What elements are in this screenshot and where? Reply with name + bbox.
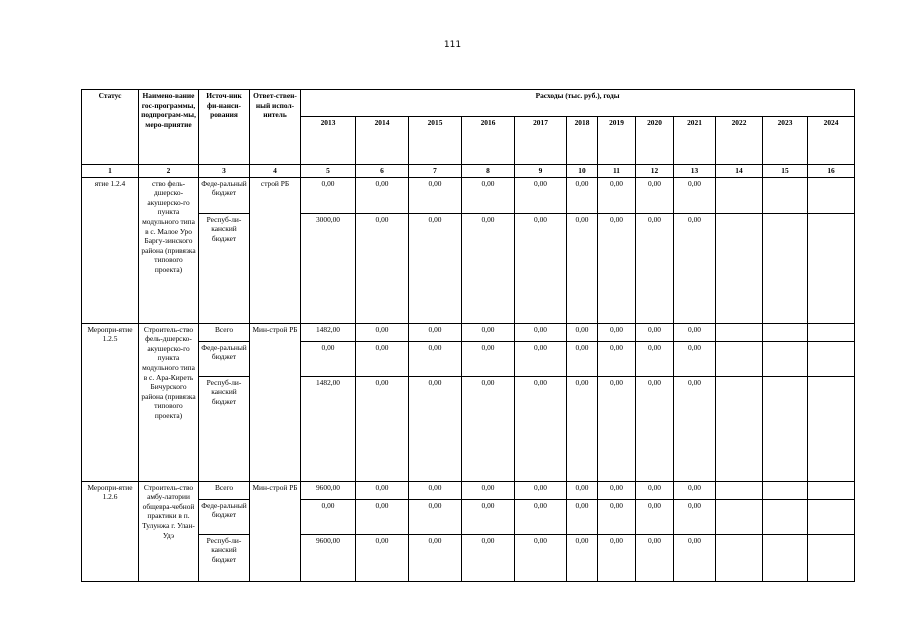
column-number: 9 <box>515 165 567 178</box>
status-cell: Меропри-ятие 1.2.6 <box>82 481 139 581</box>
amount-cell: 0,00 <box>515 341 567 376</box>
amount-cell: 0,00 <box>598 341 636 376</box>
measure-name-cell: Строитель-ство фель-дшерско-акушерско-го пункта модульного типа в с. Ара-Киреть Бичурского района (привязка типового проекта) <box>139 323 199 481</box>
amount-cell: 0,00 <box>515 376 567 481</box>
amount-cell: 0,00 <box>567 213 598 323</box>
header-source: Источ-ник фи-нанси-рования <box>199 90 250 165</box>
column-numbers-row <box>82 165 855 178</box>
amount-cell: 0,00 <box>636 534 674 581</box>
funding-source-cell: Феде-ральный бюджет <box>199 499 250 534</box>
measure-name-cell: Строитель-ство амбу-латории общевра-чебной практики в п. Тулунжа г. Улан-Удэ <box>139 481 199 581</box>
amount-cell: 0,00 <box>409 341 462 376</box>
amount-cell: 0,00 <box>409 213 462 323</box>
column-number: 5 <box>301 165 356 178</box>
amount-cell: 0,00 <box>409 481 462 499</box>
amount-cell: 0,00 <box>515 534 567 581</box>
amount-cell: 0,00 <box>462 534 515 581</box>
amount-cell: 0,00 <box>674 376 716 481</box>
year-header: 2017 <box>515 117 567 165</box>
empty-amount-cell <box>808 481 855 499</box>
amount-cell: 0,00 <box>515 213 567 323</box>
empty-amount-cell <box>808 177 855 213</box>
amount-cell: 0,00 <box>636 213 674 323</box>
amount-cell: 0,00 <box>462 499 515 534</box>
amount-cell: 1482,00 <box>301 376 356 481</box>
amount-cell: 0,00 <box>674 323 716 341</box>
empty-amount-cell <box>716 213 763 323</box>
amount-cell: 0,00 <box>356 376 409 481</box>
column-number: 15 <box>763 165 808 178</box>
header-executor: Ответ-ствен-ный испол-нитель <box>250 90 301 165</box>
year-header: 2024 <box>808 117 855 165</box>
empty-amount-cell <box>763 341 808 376</box>
funding-source-cell: Всего <box>199 323 250 341</box>
year-header: 2018 <box>567 117 598 165</box>
column-number: 7 <box>409 165 462 178</box>
amount-cell: 0,00 <box>598 376 636 481</box>
amount-cell: 0,00 <box>598 534 636 581</box>
empty-amount-cell <box>763 376 808 481</box>
amount-cell: 0,00 <box>301 177 356 213</box>
column-number: 2 <box>139 165 199 178</box>
amount-cell: 0,00 <box>567 323 598 341</box>
amount-cell: 0,00 <box>356 177 409 213</box>
amount-cell: 0,00 <box>674 499 716 534</box>
year-header: 2022 <box>716 117 763 165</box>
empty-amount-cell <box>763 534 808 581</box>
amount-cell: 0,00 <box>598 213 636 323</box>
amount-cell: 0,00 <box>636 481 674 499</box>
header-name: Наимено-вание гос-программы, подпрограм-мы, меро-приятие <box>139 90 199 165</box>
executor-cell: Мин-строй РБ <box>250 481 301 581</box>
column-number: 11 <box>598 165 636 178</box>
column-number: 12 <box>636 165 674 178</box>
funding-source-cell: Респуб-ли-канский бюджет <box>199 213 250 323</box>
empty-amount-cell <box>808 213 855 323</box>
header-expenses: Расходы (тыс. руб.), годы <box>301 90 855 117</box>
amount-cell: 0,00 <box>462 341 515 376</box>
column-number: 8 <box>462 165 515 178</box>
amount-cell: 0,00 <box>567 177 598 213</box>
funding-source-cell: Респуб-ли-канский бюджет <box>199 534 250 581</box>
column-number: 1 <box>82 165 139 178</box>
status-cell: ятие 1.2.4 <box>82 177 139 323</box>
empty-amount-cell <box>763 213 808 323</box>
year-header: 2019 <box>598 117 636 165</box>
measure-name-cell: ство фель-дшерско-акушерско-го пункта модульного типа в с. Малое Уро Баргу-зинского района (привязка типового проекта) <box>139 177 199 323</box>
empty-amount-cell <box>808 341 855 376</box>
amount-cell: 0,00 <box>301 499 356 534</box>
empty-amount-cell <box>716 341 763 376</box>
empty-amount-cell <box>716 534 763 581</box>
column-number: 10 <box>567 165 598 178</box>
empty-amount-cell <box>808 499 855 534</box>
amount-cell: 0,00 <box>515 481 567 499</box>
year-header: 2016 <box>462 117 515 165</box>
amount-cell: 0,00 <box>567 499 598 534</box>
amount-cell: 0,00 <box>356 323 409 341</box>
amount-cell: 9600,00 <box>301 481 356 499</box>
empty-amount-cell <box>716 323 763 341</box>
status-cell: Меропри-ятие 1.2.5 <box>82 323 139 481</box>
amount-cell: 0,00 <box>356 534 409 581</box>
year-header: 2013 <box>301 117 356 165</box>
executor-cell: строй РБ <box>250 177 301 323</box>
amount-cell: 0,00 <box>567 341 598 376</box>
amount-cell: 0,00 <box>301 341 356 376</box>
amount-cell: 0,00 <box>409 177 462 213</box>
empty-amount-cell <box>763 481 808 499</box>
funding-source-cell: Респуб-ли-канский бюджет <box>199 376 250 481</box>
empty-amount-cell <box>763 177 808 213</box>
amount-cell: 0,00 <box>462 213 515 323</box>
year-header: 2015 <box>409 117 462 165</box>
table-row <box>82 177 855 213</box>
amount-cell: 0,00 <box>356 341 409 376</box>
empty-amount-cell <box>763 323 808 341</box>
column-number: 4 <box>250 165 301 178</box>
column-number: 6 <box>356 165 409 178</box>
amount-cell: 0,00 <box>515 177 567 213</box>
year-header: 2014 <box>356 117 409 165</box>
column-number: 13 <box>674 165 716 178</box>
header-status: Статус <box>82 90 139 165</box>
empty-amount-cell <box>716 177 763 213</box>
amount-cell: 0,00 <box>462 376 515 481</box>
empty-amount-cell <box>808 376 855 481</box>
amount-cell: 0,00 <box>356 499 409 534</box>
executor-cell: Мин-строй РБ <box>250 323 301 481</box>
amount-cell: 0,00 <box>636 177 674 213</box>
year-header: 2021 <box>674 117 716 165</box>
column-number: 16 <box>808 165 855 178</box>
header-row <box>82 90 855 117</box>
amount-cell: 0,00 <box>674 213 716 323</box>
empty-amount-cell <box>763 499 808 534</box>
amount-cell: 0,00 <box>462 481 515 499</box>
amount-cell: 0,00 <box>409 534 462 581</box>
amount-cell: 0,00 <box>567 376 598 481</box>
amount-cell: 0,00 <box>674 177 716 213</box>
amount-cell: 0,00 <box>409 376 462 481</box>
amount-cell: 0,00 <box>636 499 674 534</box>
empty-amount-cell <box>808 323 855 341</box>
empty-amount-cell <box>716 499 763 534</box>
amount-cell: 1482,00 <box>301 323 356 341</box>
amount-cell: 3000,00 <box>301 213 356 323</box>
amount-cell: 0,00 <box>636 323 674 341</box>
amount-cell: 0,00 <box>356 481 409 499</box>
table-row <box>82 323 855 341</box>
amount-cell: 0,00 <box>674 341 716 376</box>
year-header: 2020 <box>636 117 674 165</box>
amount-cell: 0,00 <box>515 323 567 341</box>
amount-cell: 0,00 <box>674 534 716 581</box>
empty-amount-cell <box>716 376 763 481</box>
amount-cell: 0,00 <box>598 323 636 341</box>
amount-cell: 0,00 <box>567 534 598 581</box>
funding-source-cell: Всего <box>199 481 250 499</box>
amount-cell: 0,00 <box>462 323 515 341</box>
empty-amount-cell <box>808 534 855 581</box>
amount-cell: 0,00 <box>598 481 636 499</box>
amount-cell: 0,00 <box>567 481 598 499</box>
column-number: 14 <box>716 165 763 178</box>
amount-cell: 0,00 <box>515 499 567 534</box>
amount-cell: 0,00 <box>409 323 462 341</box>
funding-source-cell: Феде-ральный бюджет <box>199 341 250 376</box>
table-row <box>82 481 855 499</box>
amount-cell: 0,00 <box>674 481 716 499</box>
year-header: 2023 <box>763 117 808 165</box>
amount-cell: 0,00 <box>356 213 409 323</box>
amount-cell: 0,00 <box>636 376 674 481</box>
empty-amount-cell <box>716 481 763 499</box>
page-number: 111 <box>443 40 462 50</box>
amount-cell: 9600,00 <box>301 534 356 581</box>
amount-cell: 0,00 <box>598 177 636 213</box>
amount-cell: 0,00 <box>636 341 674 376</box>
amount-cell: 0,00 <box>598 499 636 534</box>
column-number: 3 <box>199 165 250 178</box>
amount-cell: 0,00 <box>409 499 462 534</box>
funding-source-cell: Феде-ральный бюджет <box>199 177 250 213</box>
amount-cell: 0,00 <box>462 177 515 213</box>
budget-table <box>81 89 855 582</box>
